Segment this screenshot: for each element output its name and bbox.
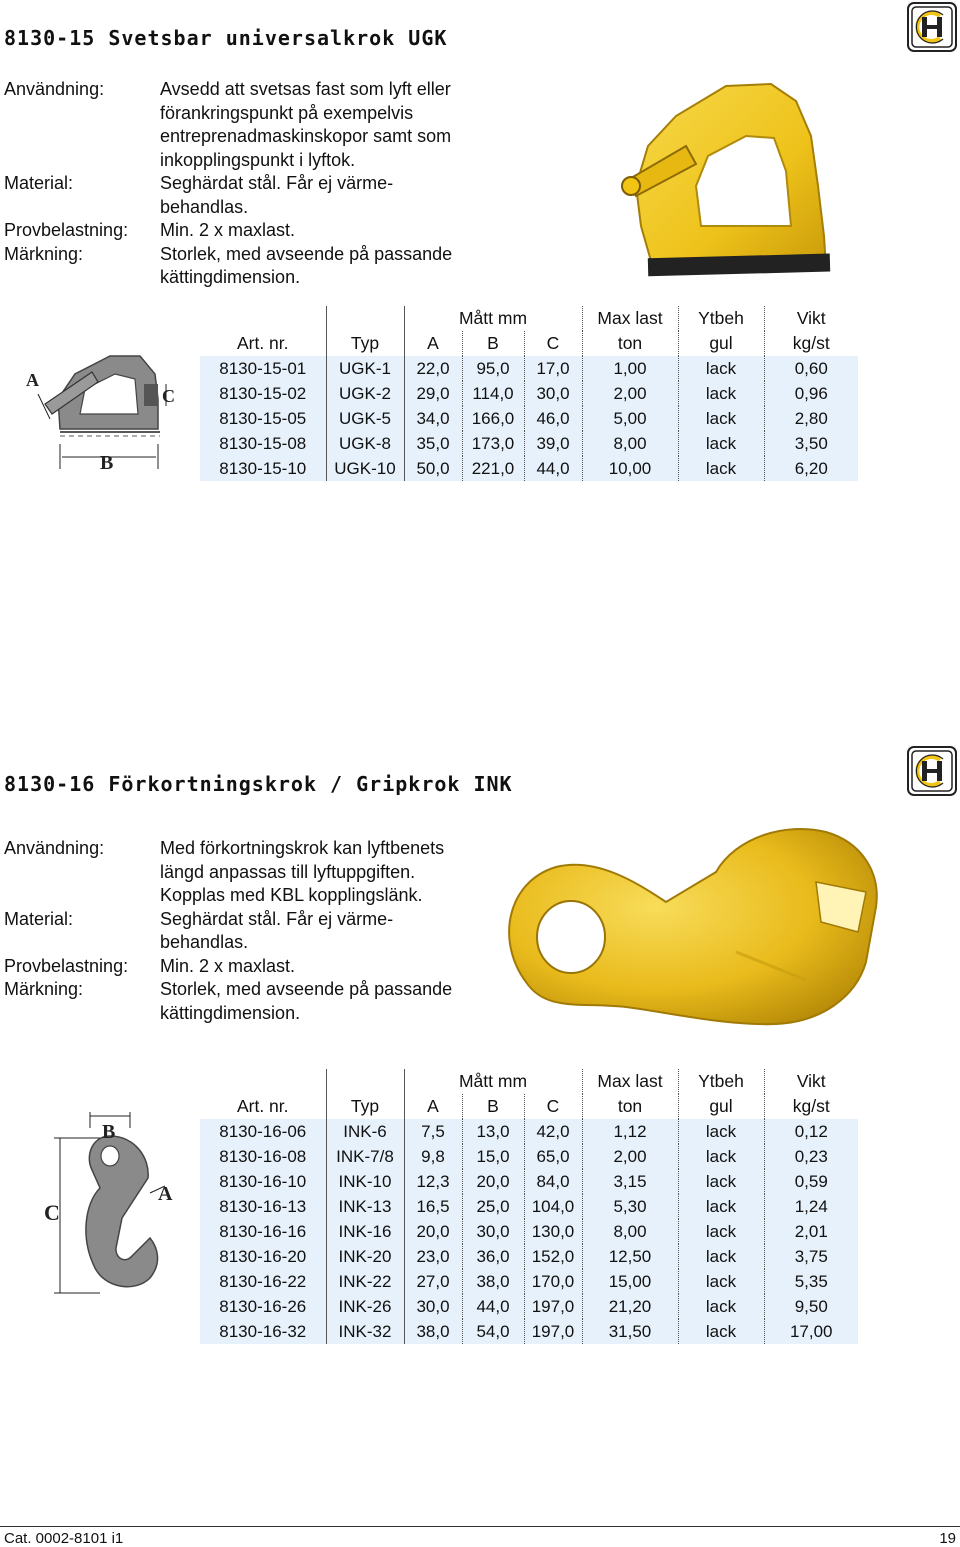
table-cell: 197,0 — [524, 1319, 582, 1344]
spec-row-usage — [4, 837, 484, 908]
table-cell: UGK-10 — [326, 456, 404, 481]
diagram-label-a: A — [26, 370, 39, 390]
table-cell: 30,0 — [524, 381, 582, 406]
table-cell: 8,00 — [582, 1219, 678, 1244]
table-header-cell: ton — [582, 1094, 678, 1119]
spec-line: kättingdimension. — [160, 267, 301, 287]
table-cell: 8130-16-06 — [200, 1119, 326, 1144]
table-row — [200, 1119, 858, 1144]
table-cell: 35,0 — [404, 431, 462, 456]
table-cell: 5,35 — [764, 1269, 858, 1294]
spec-key: Märkning: — [4, 979, 84, 999]
table-cell: 12,3 — [404, 1169, 462, 1194]
table-cell: 3,15 — [582, 1169, 678, 1194]
table-row — [200, 431, 858, 456]
spec-row-proof-load — [4, 219, 484, 243]
spec-row-marking — [4, 978, 484, 1025]
table-cell: 2,80 — [764, 406, 858, 431]
table-cell: 12,50 — [582, 1244, 678, 1269]
spec-line: Storlek, med avseende på passande — [160, 243, 453, 264]
section-title-ink: 8130-16 Förkortningskrok / Gripkrok INK — [4, 772, 513, 796]
table-cell: 31,50 — [582, 1319, 678, 1344]
table-header-cell: B — [462, 1094, 524, 1119]
table-cell: 15,0 — [462, 1144, 524, 1169]
company-logo-icon — [907, 746, 957, 796]
spec-line: Seghärdat stål. Får ej värme- — [160, 173, 394, 193]
table-cell: lack — [678, 1169, 764, 1194]
page-number: 19 — [939, 1530, 956, 1547]
table-cell: lack — [678, 1144, 764, 1169]
spec-list-ink — [4, 837, 484, 1025]
table-header-cell: kg/st — [764, 331, 858, 356]
table-cell: 38,0 — [404, 1319, 462, 1344]
table-cell: UGK-8 — [326, 431, 404, 456]
table-header-row — [200, 306, 858, 331]
table-cell: 1,24 — [764, 1194, 858, 1219]
table-cell: 8130-16-13 — [200, 1194, 326, 1219]
table-cell: 170,0 — [524, 1269, 582, 1294]
spec-line: längd anpassas till lyftuppgiften. — [160, 861, 416, 882]
table-cell: 0,12 — [764, 1119, 858, 1144]
table-header-cell: B — [462, 331, 524, 356]
table-cell: 30,0 — [462, 1219, 524, 1244]
table-cell: 8130-16-20 — [200, 1244, 326, 1269]
table-header-cell: Typ — [326, 331, 404, 356]
table-cell: lack — [678, 1194, 764, 1219]
spec-line: Min. 2 x maxlast. — [160, 220, 296, 240]
table-cell: 173,0 — [462, 431, 524, 456]
table-header-cell — [200, 306, 326, 331]
spec-row-proof-load — [4, 955, 484, 979]
table-row — [200, 1194, 858, 1219]
table-cell: 0,60 — [764, 356, 858, 381]
table-cell: lack — [678, 1219, 764, 1244]
table-cell: 21,20 — [582, 1294, 678, 1319]
diagram-label-a: A — [158, 1183, 173, 1205]
table-body — [200, 356, 858, 481]
table-cell: lack — [678, 1119, 764, 1144]
spec-line: inkopplingspunkt i lyftok. — [160, 149, 356, 170]
table-cell: lack — [678, 381, 764, 406]
table-cell: 30,0 — [404, 1294, 462, 1319]
table-cell: 13,0 — [462, 1119, 524, 1144]
spec-row-marking — [4, 243, 484, 290]
table-row — [200, 356, 858, 381]
spec-row-material — [4, 908, 484, 955]
table-cell: 27,0 — [404, 1269, 462, 1294]
table-header-cell: ton — [582, 331, 678, 356]
table-row — [200, 1294, 858, 1319]
table-cell: 36,0 — [462, 1244, 524, 1269]
spec-line: förankringspunkt på exempelvis — [160, 102, 414, 123]
table-row — [200, 1169, 858, 1194]
table-cell: UGK-2 — [326, 381, 404, 406]
table-cell: lack — [678, 1294, 764, 1319]
table-cell: 152,0 — [524, 1244, 582, 1269]
table-cell: 166,0 — [462, 406, 524, 431]
table-cell: 50,0 — [404, 456, 462, 481]
table-cell: 0,59 — [764, 1169, 858, 1194]
table-cell: 2,00 — [582, 1144, 678, 1169]
ugk-data-table — [200, 306, 858, 481]
table-cell: INK-20 — [326, 1244, 404, 1269]
spec-row-material — [4, 172, 484, 219]
table-cell: UGK-5 — [326, 406, 404, 431]
table-cell: 65,0 — [524, 1144, 582, 1169]
spec-line: Storlek, med avseende på passande — [160, 979, 453, 999]
table-cell: lack — [678, 406, 764, 431]
ugk-dimension-diagram — [20, 344, 200, 474]
spec-line: entreprenadmaskinskopor samt som — [160, 126, 452, 146]
table-header-row — [200, 1069, 858, 1094]
table-header-row — [200, 1094, 858, 1119]
table-header-cell — [200, 1069, 326, 1094]
table-cell: 104,0 — [524, 1194, 582, 1219]
table-cell: 22,0 — [404, 356, 462, 381]
table-header-cell: Max last — [582, 1069, 678, 1094]
table-cell: lack — [678, 431, 764, 456]
table-header-cell: Art. nr. — [236, 333, 289, 353]
table-cell: 8130-15-02 — [200, 381, 326, 406]
table-cell: INK-7/8 — [326, 1144, 404, 1169]
table-cell: 8130-16-16 — [200, 1219, 326, 1244]
table-header-cell: Ytbeh — [678, 1069, 764, 1094]
table-cell: 9,8 — [404, 1144, 462, 1169]
table-cell: 44,0 — [524, 456, 582, 481]
table-header-cell: Typ — [326, 1094, 404, 1119]
spec-key: Användning: — [4, 838, 105, 858]
table-cell: 20,0 — [462, 1169, 524, 1194]
table-cell: INK-13 — [326, 1194, 404, 1219]
spec-key: Provbelastning: — [4, 955, 129, 976]
spec-row-usage — [4, 78, 484, 172]
table-cell: 6,20 — [764, 456, 858, 481]
table-cell: 10,00 — [582, 456, 678, 481]
table-cell: 34,0 — [404, 406, 462, 431]
table-cell: 8130-15-08 — [200, 431, 326, 456]
table-header-cell: C — [524, 1094, 582, 1119]
table-cell: 8130-16-32 — [200, 1319, 326, 1344]
spec-line: kättingdimension. — [160, 1002, 301, 1023]
table-header-cell: A — [404, 331, 462, 356]
table-cell: 54,0 — [462, 1319, 524, 1344]
table-cell: INK-16 — [326, 1219, 404, 1244]
table-cell: 197,0 — [524, 1294, 582, 1319]
table-cell: 2,01 — [764, 1219, 858, 1244]
table-cell: 130,0 — [524, 1219, 582, 1244]
table-header-cell — [326, 306, 404, 331]
spec-line: Med förkortningskrok kan lyftbenets — [160, 838, 445, 858]
table-header-cell: Ytbeh — [678, 306, 764, 331]
spec-line: behandlas. — [160, 196, 249, 217]
table-cell: 8130-16-08 — [200, 1144, 326, 1169]
table-cell: 2,00 — [582, 381, 678, 406]
spec-key: Provbelastning: — [4, 220, 129, 240]
table-header-row — [200, 331, 858, 356]
table-cell: 221,0 — [462, 456, 524, 481]
ink-hook-photo — [486, 812, 906, 1042]
spec-line: Seghärdat stål. Får ej värme- — [160, 908, 394, 929]
table-cell: UGK-1 — [326, 356, 404, 381]
table-cell: lack — [678, 1244, 764, 1269]
table-cell: 0,96 — [764, 381, 858, 406]
table-cell: 95,0 — [462, 356, 524, 381]
table-cell: 46,0 — [524, 406, 582, 431]
ink-data-table — [200, 1069, 858, 1344]
spec-line: Min. 2 x maxlast. — [160, 955, 296, 976]
table-cell: INK-32 — [326, 1319, 404, 1344]
table-cell: 8130-15-01 — [200, 356, 326, 381]
table-cell: 8,00 — [582, 431, 678, 456]
spec-list-ugk — [4, 78, 484, 290]
ink-dimension-diagram — [40, 1108, 190, 1298]
table-cell: 8130-16-10 — [200, 1169, 326, 1194]
table-cell: 8130-15-10 — [200, 456, 326, 481]
table-cell: 16,5 — [404, 1194, 462, 1219]
table-cell: 38,0 — [462, 1269, 524, 1294]
table-row — [200, 381, 858, 406]
table-row — [200, 1244, 858, 1269]
table-cell: 3,75 — [764, 1244, 858, 1269]
table-cell: 23,0 — [404, 1244, 462, 1269]
diagram-label-c: C — [162, 386, 175, 406]
section-title-ugk: 8130-15 Svetsbar universalkrok UGK — [4, 26, 448, 50]
table-row — [200, 1269, 858, 1294]
table-cell: lack — [678, 356, 764, 381]
table-cell: 8130-16-26 — [200, 1294, 326, 1319]
table-cell: 42,0 — [524, 1119, 582, 1144]
table-body — [200, 1119, 858, 1344]
table-cell: 39,0 — [524, 431, 582, 456]
spec-key: Material: — [4, 173, 74, 193]
table-cell: 8130-16-22 — [200, 1269, 326, 1294]
table-header-cell: gul — [678, 1094, 764, 1119]
table-cell: lack — [678, 1319, 764, 1344]
table-row — [200, 456, 858, 481]
table-cell: 5,30 — [582, 1194, 678, 1219]
table-header-cell: C — [524, 331, 582, 356]
table-row — [200, 406, 858, 431]
table-cell: INK-10 — [326, 1169, 404, 1194]
table-header-cell: Mått mm — [404, 306, 582, 331]
table-cell: 0,23 — [764, 1144, 858, 1169]
company-logo-icon — [907, 2, 957, 52]
table-cell: INK-26 — [326, 1294, 404, 1319]
diagram-label-c: C — [44, 1200, 60, 1225]
table-cell: 29,0 — [404, 381, 462, 406]
diagram-label-b: B — [100, 452, 114, 474]
table-cell: INK-22 — [326, 1269, 404, 1294]
table-cell: 8130-15-05 — [200, 406, 326, 431]
table-cell: 20,0 — [404, 1219, 462, 1244]
table-cell: 3,50 — [764, 431, 858, 456]
table-cell: 1,00 — [582, 356, 678, 381]
table-cell: 1,12 — [582, 1119, 678, 1144]
diagram-label-b: B — [102, 1121, 116, 1143]
table-cell: 17,0 — [524, 356, 582, 381]
table-cell: 9,50 — [764, 1294, 858, 1319]
spec-line: Avsedd att svetsas fast som lyft eller — [160, 79, 451, 99]
table-header-cell: gul — [678, 331, 764, 356]
table-cell: 15,00 — [582, 1269, 678, 1294]
ugk-hook-photo — [596, 76, 846, 286]
table-cell: 17,00 — [764, 1319, 858, 1344]
table-cell: 7,5 — [404, 1119, 462, 1144]
table-cell: lack — [678, 456, 764, 481]
table-cell: 25,0 — [462, 1194, 524, 1219]
table-header-cell: Max last — [582, 306, 678, 331]
table-row — [200, 1319, 858, 1344]
spec-key: Märkning: — [4, 243, 84, 264]
table-header-cell: Vikt — [764, 1069, 858, 1094]
table-header-cell: Mått mm — [404, 1069, 582, 1094]
table-header-cell: A — [404, 1094, 462, 1119]
spec-key: Material: — [4, 908, 74, 929]
footer-divider — [0, 1526, 960, 1527]
table-cell: lack — [678, 1269, 764, 1294]
table-cell: 114,0 — [462, 381, 524, 406]
table-cell: 5,00 — [582, 406, 678, 431]
spec-line: behandlas. — [160, 932, 249, 952]
catalog-number: Cat. 0002-8101 i1 — [4, 1530, 124, 1547]
spec-key: Användning: — [4, 79, 105, 99]
table-cell: INK-6 — [326, 1119, 404, 1144]
table-row — [200, 1144, 858, 1169]
table-header-cell: Art. nr. — [236, 1096, 289, 1116]
table-header-cell — [326, 1069, 404, 1094]
table-cell: 44,0 — [462, 1294, 524, 1319]
table-header-cell: Vikt — [764, 306, 858, 331]
table-cell: 84,0 — [524, 1169, 582, 1194]
table-header-cell: kg/st — [764, 1094, 858, 1119]
table-row — [200, 1219, 858, 1244]
spec-line: Kopplas med KBL kopplingslänk. — [160, 885, 423, 905]
